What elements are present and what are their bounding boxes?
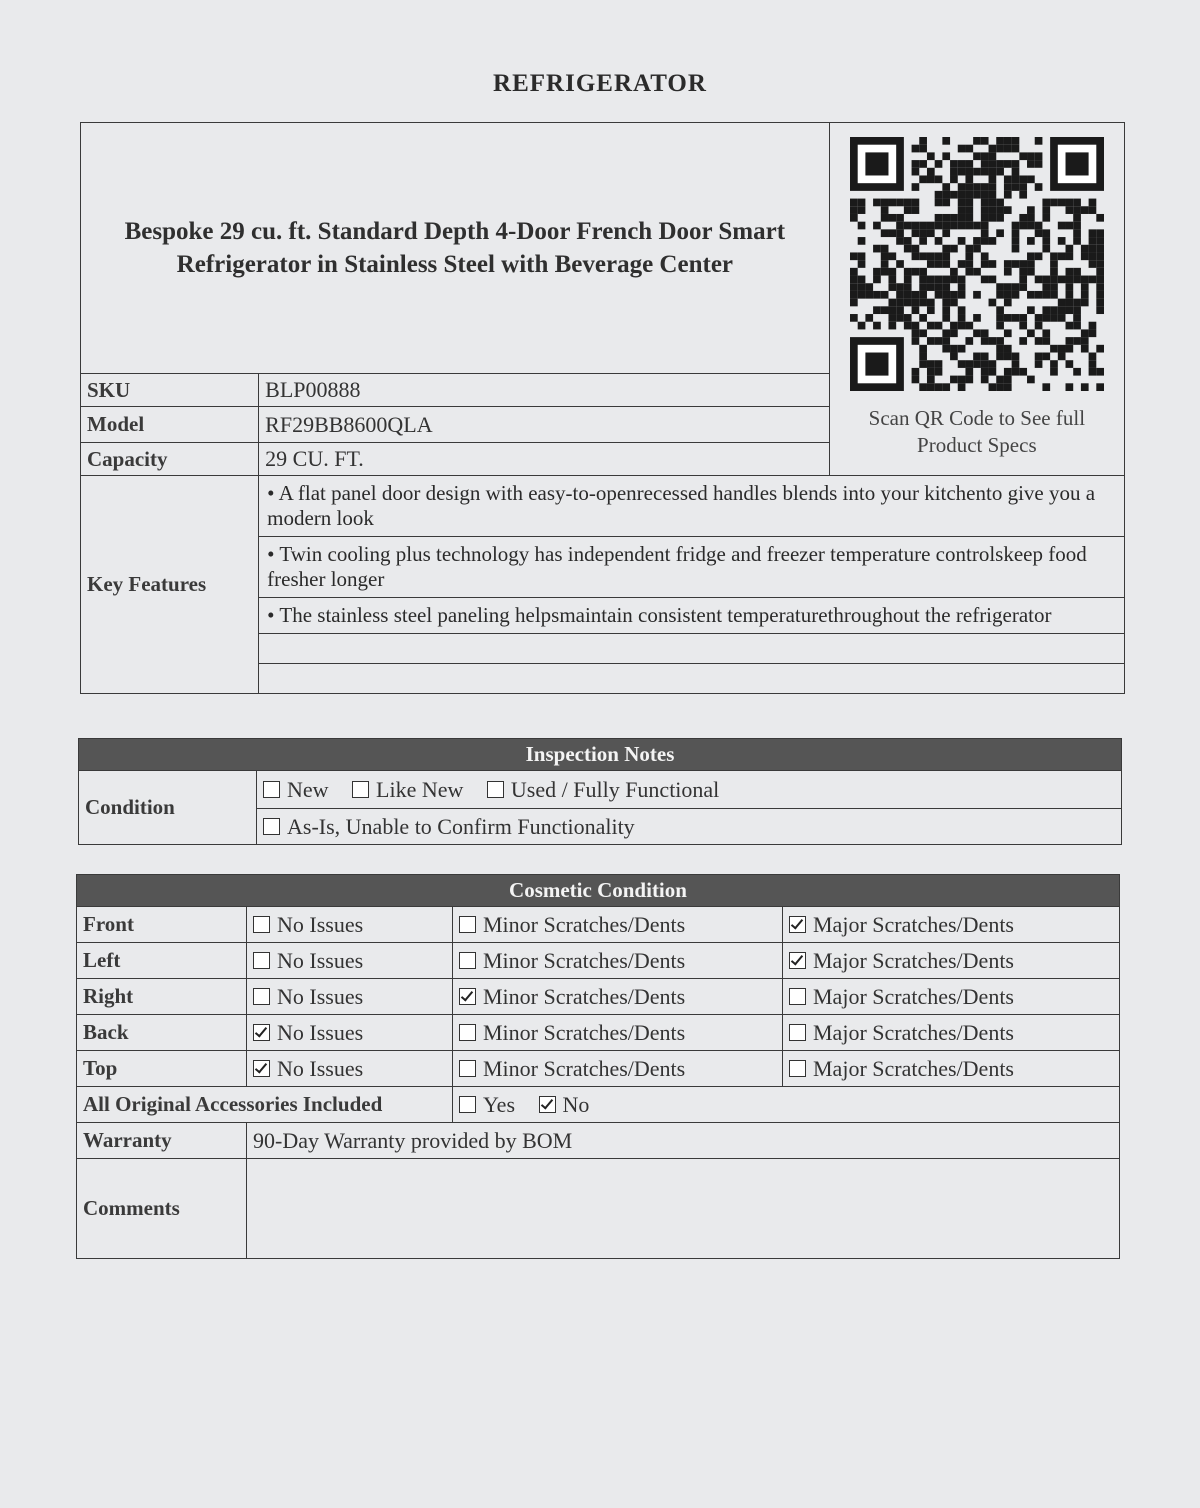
condition-options-row — [257, 809, 1122, 845]
accessories-yes[interactable] — [459, 1092, 515, 1117]
checkbox-icon[interactable] — [263, 781, 280, 798]
option-label: Minor Scratches/Dents — [483, 947, 686, 973]
feature-text: Twin cooling plus technology has independent fridge and freezer temperature controlskeep food fresher longer — [267, 542, 1087, 591]
checkbox-icon[interactable] — [263, 818, 280, 835]
condition-like-new[interactable] — [352, 777, 463, 802]
cosmetic-side-label: Back — [77, 1015, 247, 1051]
qr-caption — [836, 405, 1118, 459]
key-features-label: Key Features — [81, 476, 259, 694]
cosmetic-side-label: Front — [77, 907, 247, 943]
option-label: No Issues — [277, 1019, 364, 1045]
warranty-label: Warranty — [77, 1123, 247, 1159]
checkbox-icon[interactable] — [459, 1096, 476, 1113]
capacity-value: 29 CU. FT. — [259, 443, 830, 476]
accessories-label: All Original Accessories Included — [77, 1087, 453, 1123]
option-label: Used / Fully Functional — [510, 776, 720, 802]
option-label: No Issues — [277, 947, 364, 973]
checkbox-icon[interactable] — [459, 1024, 476, 1041]
option-label: Minor Scratches/Dents — [483, 983, 686, 1009]
document-title: REFRIGERATOR — [493, 70, 707, 97]
cosmetic-row — [77, 1015, 1120, 1051]
option-label: New — [287, 776, 329, 802]
checkbox-icon[interactable] — [459, 916, 476, 933]
condition-as-is[interactable] — [263, 814, 635, 839]
checkbox-icon[interactable] — [253, 1060, 270, 1077]
option-label: No — [562, 1091, 590, 1117]
product-title-line2: Refrigerator in Stainless Steel with Beverage Center — [176, 251, 734, 278]
cosmetic-row — [77, 1051, 1120, 1087]
comments-field[interactable] — [247, 1159, 1120, 1259]
cosmetic-option-minor[interactable] — [453, 907, 783, 943]
product-info-table — [80, 122, 1125, 694]
option-label: Minor Scratches/Dents — [483, 911, 686, 937]
capacity-label: Capacity — [81, 443, 259, 476]
option-label: Like New — [376, 776, 464, 802]
qr-code-icon[interactable] — [850, 137, 1104, 391]
cosmetic-option-minor[interactable] — [453, 943, 783, 979]
cosmetic-rows — [77, 907, 1120, 1087]
cosmetic-row — [77, 979, 1120, 1015]
feature-text: The stainless steel paneling helpsmaintain consistent temperaturethroughout the refrigerator — [279, 603, 1052, 627]
checkbox-icon[interactable] — [789, 916, 806, 933]
cosmetic-option-no-issues[interactable] — [247, 1051, 453, 1087]
cosmetic-header: Cosmetic Condition — [77, 875, 1120, 907]
cosmetic-row — [77, 943, 1120, 979]
condition-new[interactable] — [263, 777, 329, 802]
cosmetic-side-label: Left — [77, 943, 247, 979]
cosmetic-side-label: Top — [77, 1051, 247, 1087]
cosmetic-option-major[interactable] — [783, 907, 1120, 943]
option-label: No Issues — [277, 911, 364, 937]
cosmetic-option-minor[interactable] — [453, 979, 783, 1015]
inspection-header: Inspection Notes — [79, 739, 1122, 771]
option-label: Yes — [483, 1091, 516, 1117]
feature-empty-row — [259, 664, 1125, 694]
qr-caption-line1: Scan QR Code to See full — [868, 406, 1086, 430]
checkbox-icon[interactable] — [789, 952, 806, 969]
option-label: Major Scratches/Dents — [813, 947, 1014, 973]
comments-label: Comments — [77, 1159, 247, 1259]
inspection-notes-table — [78, 738, 1122, 845]
cosmetic-option-major[interactable] — [783, 979, 1120, 1015]
cosmetic-side-label: Right — [77, 979, 247, 1015]
model-label: Model — [81, 407, 259, 443]
cosmetic-option-major[interactable] — [783, 1051, 1120, 1087]
feature-text: A flat panel door design with easy-to-openrecessed handles blends into your kitchento give you a modern look — [267, 481, 1096, 530]
condition-options-row — [257, 771, 1122, 809]
sku-label: SKU — [81, 374, 259, 407]
cosmetic-row — [77, 907, 1120, 943]
checkbox-icon[interactable] — [487, 781, 504, 798]
checkbox-icon[interactable] — [789, 1060, 806, 1077]
cosmetic-option-minor[interactable] — [453, 1051, 783, 1087]
option-label: Major Scratches/Dents — [813, 1055, 1014, 1081]
cosmetic-option-major[interactable] — [783, 1015, 1120, 1051]
checkbox-icon[interactable] — [253, 1024, 270, 1041]
accessories-options — [453, 1087, 1120, 1123]
cosmetic-option-no-issues[interactable] — [247, 943, 453, 979]
cosmetic-option-major[interactable] — [783, 943, 1120, 979]
option-label: As-Is, Unable to Confirm Functionality — [287, 813, 635, 839]
warranty-value: 90-Day Warranty provided by BOM — [247, 1123, 1120, 1159]
accessories-no[interactable] — [539, 1092, 590, 1117]
product-title-line1: Bespoke 29 cu. ft. Standard Depth 4-Door French Door Smart — [124, 218, 786, 245]
cosmetic-option-no-issues[interactable] — [247, 1015, 453, 1051]
option-label: Major Scratches/Dents — [813, 983, 1014, 1009]
option-label: Minor Scratches/Dents — [483, 1019, 686, 1045]
model-value: RF29BB8600QLA — [259, 407, 830, 443]
qr-code-cell — [829, 123, 1124, 476]
option-label: Major Scratches/Dents — [813, 911, 1014, 937]
cosmetic-option-no-issues[interactable] — [247, 907, 453, 943]
qr-caption-line2: Product Specs — [917, 433, 1037, 457]
checkbox-icon[interactable] — [539, 1096, 556, 1113]
option-label: Minor Scratches/Dents — [483, 1055, 686, 1081]
feature-item: • Twin cooling plus technology has independent fridge and freezer temperature controlskeep food fresher longer — [259, 537, 1125, 598]
feature-empty-row — [259, 634, 1125, 664]
condition-label: Condition — [79, 771, 257, 845]
checkbox-icon[interactable] — [352, 781, 369, 798]
sku-value: BLP00888 — [259, 374, 830, 407]
cosmetic-option-no-issues[interactable] — [247, 979, 453, 1015]
checkbox-icon[interactable] — [459, 988, 476, 1005]
checkbox-icon[interactable] — [253, 952, 270, 969]
checkbox-icon[interactable] — [253, 916, 270, 933]
checkbox-icon[interactable] — [253, 988, 270, 1005]
option-label: No Issues — [277, 983, 364, 1009]
checkbox-icon[interactable] — [459, 1060, 476, 1077]
condition-used[interactable] — [487, 777, 719, 802]
option-label: No Issues — [277, 1055, 364, 1081]
cosmetic-option-minor[interactable] — [453, 1015, 783, 1051]
feature-item: • A flat panel door design with easy-to-openrecessed handles blends into your kitchento give you a modern look — [259, 476, 1125, 537]
checkbox-icon[interactable] — [789, 1024, 806, 1041]
feature-item: • The stainless steel paneling helpsmaintain consistent temperaturethroughout the refrigerator — [259, 598, 1125, 634]
checkbox-icon[interactable] — [459, 952, 476, 969]
product-title — [81, 123, 830, 374]
option-label: Major Scratches/Dents — [813, 1019, 1014, 1045]
checkbox-icon[interactable] — [789, 988, 806, 1005]
cosmetic-condition-table — [76, 874, 1120, 1259]
